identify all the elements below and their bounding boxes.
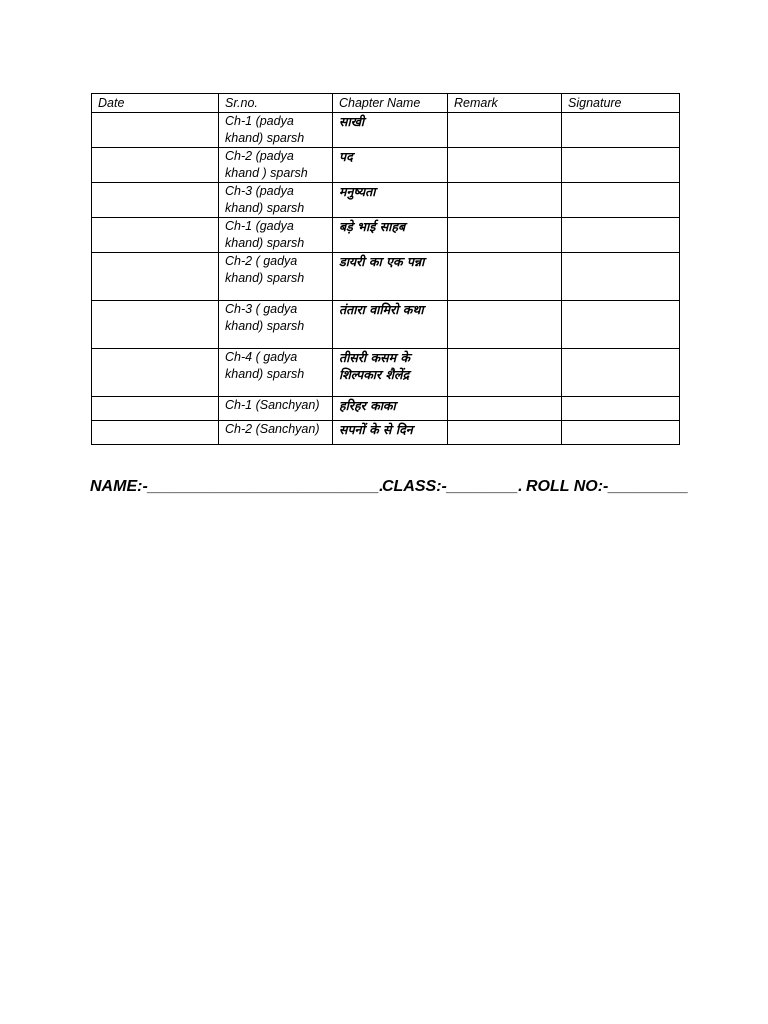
table-row [92,349,680,397]
signature-cell [562,253,680,301]
srno-cell: Ch-2 (Sanchyan) [219,421,333,445]
date-cell [92,301,219,349]
chapter-name-cell: तंतारा वामिरो कथा [333,301,448,349]
remark-cell [448,301,562,349]
chapter-register [91,93,680,445]
date-cell [92,218,219,253]
signature-cell [562,421,680,445]
chapter-name-cell: तीसरी कसम के शिल्पकार शैलेंद्र [333,349,448,397]
header-srno: Sr.no. [219,94,333,113]
chapter-name-cell: पद [333,148,448,183]
table-row [92,183,680,218]
chapter-name-cell: डायरी का एक पन्ना [333,253,448,301]
table-row [92,253,680,301]
remark-cell [448,349,562,397]
date-cell [92,397,219,421]
class-field: CLASS:-________. [382,478,523,495]
table-row [92,148,680,183]
header-remark: Remark [448,94,562,113]
table-row [92,218,680,253]
header-chapter-name: Chapter Name [333,94,448,113]
date-cell [92,183,219,218]
roll-no-field: ROLL NO:-_________ [526,478,689,495]
table-row [92,301,680,349]
srno-cell: Ch-3 (padya khand) sparsh [219,183,333,218]
srno-cell: Ch-1 (padya khand) sparsh [219,113,333,148]
signature-cell [562,397,680,421]
chapter-name-cell: साखी [333,113,448,148]
remark-cell [448,421,562,445]
header-signature: Signature [562,94,680,113]
chapter-name-cell: मनुष्यता [333,183,448,218]
srno-cell: Ch-3 ( gadya khand) sparsh [219,301,333,349]
chapter-name-cell: बड़े भाई साहब [333,218,448,253]
table-row [92,113,680,148]
signature-cell [562,183,680,218]
date-cell [92,253,219,301]
signature-cell [562,301,680,349]
remark-cell [448,218,562,253]
srno-cell: Ch-1 (Sanchyan) [219,397,333,421]
header-row [92,94,680,113]
date-cell [92,349,219,397]
srno-cell: Ch-4 ( gadya khand) sparsh [219,349,333,397]
header-date: Date [92,94,219,113]
chapter-name-cell: हरिहर काका [333,397,448,421]
name-field: NAME:-__________________________. [90,478,384,495]
date-cell [92,421,219,445]
remark-cell [448,253,562,301]
table-row [92,397,680,421]
table-row [92,421,680,445]
date-cell [92,148,219,183]
remark-cell [448,183,562,218]
remark-cell [448,397,562,421]
srno-cell: Ch-2 (padya khand ) sparsh [219,148,333,183]
srno-cell: Ch-2 ( gadya khand) sparsh [219,253,333,301]
srno-cell: Ch-1 (gadya khand) sparsh [219,218,333,253]
remark-cell [448,113,562,148]
signature-cell [562,113,680,148]
chapter-name-cell: सपनों के से दिन [333,421,448,445]
date-cell [92,113,219,148]
signature-cell [562,218,680,253]
signature-cell [562,148,680,183]
remark-cell [448,148,562,183]
student-details-line [90,478,690,496]
chapter-table [91,93,680,445]
signature-cell [562,349,680,397]
